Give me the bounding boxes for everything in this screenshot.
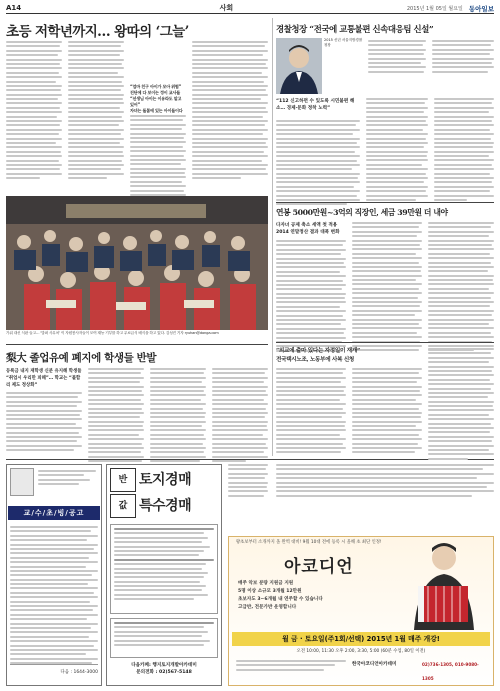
- ad-land-auction[interactable]: [106, 464, 222, 686]
- ad-mid-phone: 문의전화 : 02)567-5148: [136, 670, 192, 675]
- article4-col3: [150, 368, 206, 465]
- article2-col3: [434, 98, 494, 203]
- ad-right-schedule: 월 금 · 토요일(주1회/선택) 2015년 1월 매주 개강!: [232, 632, 490, 646]
- photo-caption-text: 가위 대신 식판 들고… ‘밥퍼 사무처’ 이 자원봉사자들이 모여 재능 기부를 하고 무료급식 배식을 하고 있다.: [6, 331, 165, 335]
- divider: [276, 202, 494, 203]
- article2-portrait-caption: [324, 38, 364, 48]
- article5-col2: [352, 368, 422, 456]
- ad-mid-seminar-lines: [114, 622, 214, 646]
- article4-col2: [88, 368, 144, 465]
- feature-item: 초보자도 3~6개월 내 연주할 수 있습니다: [238, 597, 323, 602]
- page-number: A14: [6, 4, 22, 12]
- article3-col3: [428, 222, 494, 354]
- article3-subhead-line: 2014 연말정산 결과 대폭 변화: [276, 230, 340, 235]
- article3-col2: [352, 222, 422, 354]
- callout-line: “엄마 친구 아이가 모아 위험”: [130, 84, 182, 89]
- feature-item: 매주 악보 분량 지원금 지원: [238, 581, 294, 586]
- divider: [276, 342, 494, 343]
- newspaper-name: 동아일보: [468, 4, 494, 13]
- ad-mid-seminar-box: [110, 618, 218, 658]
- article3-subhead-line: 다자녀 공제 축소 세액 첫 적용: [276, 223, 338, 228]
- ad-right-address: [236, 660, 346, 673]
- ad-mid-title2: 특수경매: [139, 498, 192, 514]
- ad-mid-badge-char: 반: [110, 468, 136, 492]
- ad-logo-icon: [10, 468, 34, 496]
- ad-left-body: [10, 526, 98, 667]
- callout-line: “선생님 아이는 이유라도 알고 있어”: [130, 96, 182, 107]
- article2-headline: 경찰청장 “전국에 교통불편 신속대응팀 신설”: [276, 24, 434, 34]
- article2-portrait: [276, 38, 322, 94]
- article5-col1: [276, 368, 346, 456]
- ad-accordion-academy[interactable]: [228, 536, 494, 686]
- date-line: 2015년 1월 05일 월요일: [406, 5, 463, 12]
- ad-left-title: 교/수/초/빙/공고: [8, 506, 100, 520]
- divider: [6, 344, 268, 345]
- article1-col2: [68, 41, 124, 182]
- article1-photo: [6, 196, 268, 330]
- column-divider: [272, 18, 273, 456]
- article1-col3: [130, 115, 186, 203]
- article5-col3: [428, 348, 494, 462]
- article4-headline: 梨大 졸업유예 폐지에 학생들 반발: [6, 352, 157, 364]
- ad-right-times: 오전 10:00, 11:30 오후 2:00, 3:30, 5:00 (60분 수업, 80일 이전): [296, 649, 426, 654]
- article5-headline-line: 전국택시노조, 노동부에 사복 신청: [276, 357, 355, 363]
- article4-tail: [228, 464, 268, 499]
- ad-right-features: [238, 580, 396, 612]
- article5-headline-line: “외교에 출마 있다는 자정일이 재개”: [276, 348, 360, 354]
- article1-photo-caption: [6, 331, 268, 336]
- ad-mid-schedule-lines: [114, 528, 214, 600]
- article1-col4: [192, 41, 268, 182]
- ad-right-org: 한국아코디언아카데미: [352, 662, 397, 667]
- ad-mid-title1: 토지경매: [139, 472, 192, 488]
- article2-col2: [366, 98, 428, 203]
- ad-mid-cafe: 다음카페: 행지토지개발아카데미: [131, 663, 197, 668]
- article1-headline: 초등 저학년까지… 왕따의 ‘그늘’: [6, 24, 189, 40]
- portrait-caption: 2015 신년 서울지방경찰청장: [324, 38, 363, 47]
- article2-subhead: “112 신고하면 수 있도록 시민불편 해소… 경제·문화 정착 노력”: [276, 99, 355, 111]
- page-header: [6, 3, 494, 14]
- article2-col-top2: [432, 40, 494, 75]
- article1-col1: [6, 41, 62, 182]
- article3-col1: [276, 240, 346, 354]
- ad-mid-schedule-box: [110, 524, 218, 614]
- article4-col4: [212, 368, 268, 465]
- ad-professor-recruitment[interactable]: [6, 464, 102, 686]
- ad-mid-badge-char: 값: [110, 494, 136, 518]
- article5-tail: [276, 464, 494, 499]
- ad-right-title: 아코디언: [284, 557, 354, 577]
- article3-headline: 연봉 5000만원~3억의 직장인, 세금 39만원 더 내야: [276, 208, 448, 217]
- article2-col-top: [368, 40, 426, 75]
- section-name: 사회: [219, 4, 234, 12]
- ad-right-phone: 02)736-1305, 010-9080-1305: [422, 662, 479, 681]
- crowd-illustration: [6, 196, 268, 330]
- ad-left-text: [38, 470, 96, 488]
- ad-right-intro: 왕초보부터 소개까지 올 완벽 대비! 9월 10대 전에 등록 시 올해 초 최단 인정!: [236, 540, 382, 545]
- ad-mid-footer: [110, 662, 218, 676]
- article1-callout: [130, 84, 186, 114]
- article2-col1: [276, 120, 360, 208]
- ad-left-footer: 다음 : 1644-3000: [10, 664, 98, 680]
- ad-mid-badge: [110, 468, 136, 518]
- person-photo-icon: [276, 38, 322, 94]
- photo-byline: 김성진 기자 ryuhan@donga.com: [165, 331, 219, 335]
- feature-item: 5명 이상 소규모 3개월 12만원: [238, 589, 302, 594]
- feature-item: 고급반, 전문가반 운영합니다: [238, 605, 297, 610]
- callout-line: 자녀는 돌봄에 있는 아이들이다: [130, 108, 183, 113]
- article5-headline: [276, 347, 416, 365]
- accordion-player-illustration: [400, 540, 488, 630]
- article4-col1: [6, 392, 82, 453]
- article4-subhead: 등록금 내지 재학생 신분 유지해 학생들 “취업시 우리만 피해”… 학교는 “불합리 제도 정상화”: [6, 369, 82, 388]
- callout-line: 진단에 다 보이는 정이 교사들: [130, 90, 180, 95]
- divider: [6, 459, 494, 460]
- accordion-player-icon: [400, 540, 488, 630]
